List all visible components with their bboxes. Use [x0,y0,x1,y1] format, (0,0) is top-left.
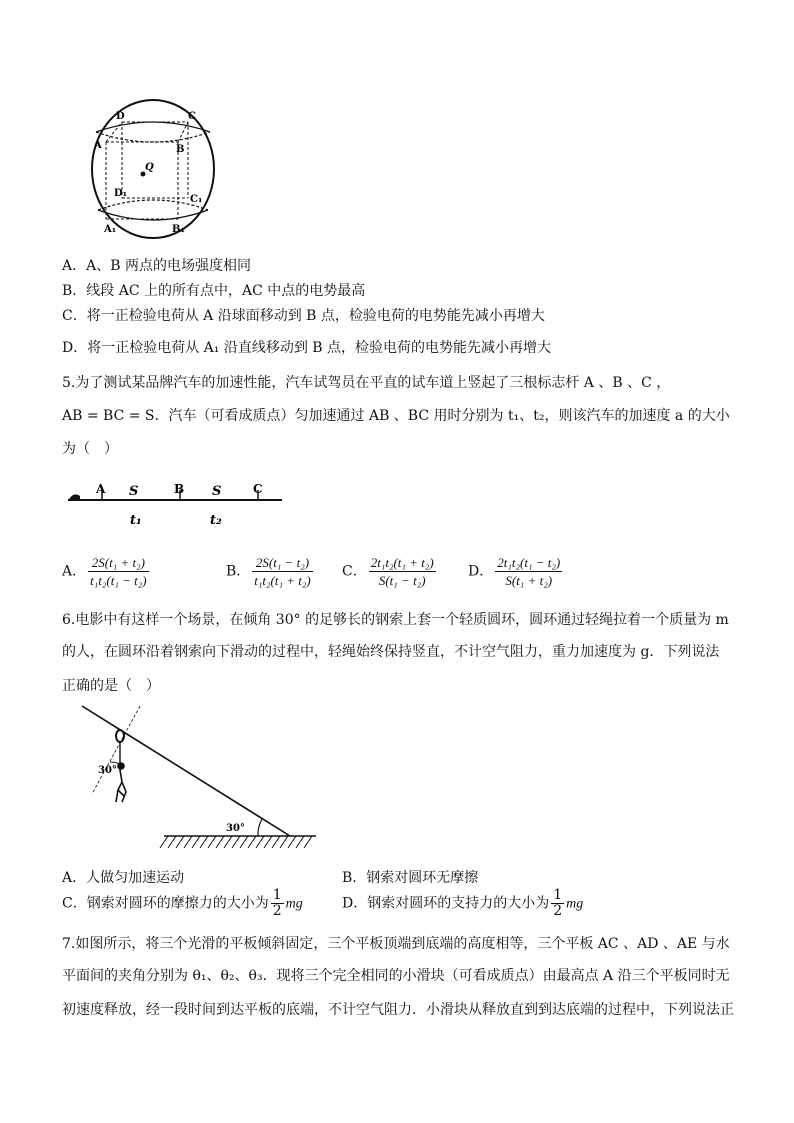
q7-stem-line1: 7.如图所示，将三个光滑的平板倾斜固定，三个平板顶端到底端的高度相等，三个平板 AC 、AD 、AE 与水 [62,936,730,952]
car-icon [69,494,80,499]
label-b: B [176,144,185,155]
q5-option-d: D． $\frac{\text{2t₁t₂(t₁ − t₂)}}{\text{S(t₁ + t₂)}}$ [468,555,561,588]
track-label-a: A [96,482,106,496]
q6-stem-line2: 的人，在圆环沿着钢索向下滑动的过程中，轻绳始终保持竖直，不计空气阻力，重力加速度为 g．下列说法 [62,644,720,660]
ring-icon [116,730,124,742]
label-c1: C₁ [190,194,203,205]
q5-option-b: B． $\frac{\text{2S(t₁ − t₂)}}{\text{t₁t₂(t₁ + t₂)}}$ [226,555,311,588]
q5-c-den: S(t₁ − t₂) [378,573,426,588]
q5-d-den: S(t₁ + t₂) [505,573,553,588]
q6-stem-line3: 正确的是（ ） [62,678,160,694]
q6-option-a: A．人做匀加速运动 [62,870,185,886]
q6-option-d: D．钢索对圆环的支持力的大小为 $\frac{1}{2}$ mg [342,887,584,919]
track-label-s1: S [129,484,139,499]
track-label-s2: S [212,484,222,499]
q5-a-den: t₁t₂(t₁ − t₂) [90,573,147,588]
label-a: A [94,140,102,151]
track-figure [66,478,286,534]
cable-figure [80,702,320,854]
label-q: Q [145,162,154,173]
label-b1: B₁ [172,224,185,235]
q4-option-d: D．将一正检验电荷从 A₁ 沿直线移动到 B 点，检验电荷的电势能先减小再增大 [62,340,552,356]
track-label-b: B [174,482,185,496]
q4-option-a: A．A、B 两点的电场强度相同 [62,258,251,274]
q5-option-a: A． $\frac{\text{2S(t₁ + t₂)}}{\text{t₁t₂(t₁ − t₂)}}$ [62,555,147,588]
q6-stem-line1: 6.电影中有这样一个场景，在倾角 30° 的足够长的钢索上套一个轻质圆环，圆环通过轻绳拉着一个质量为 m [62,612,729,628]
q5-stem-line2: AB = BC = S．汽车（可看成质点）匀加速通过 AB 、BC 用时分别为 t₁、t₂，则该汽车的加速度 a 的大小 [62,408,730,424]
q7-stem-line3: 初速度释放，经一段时间到达平板的底端，不计空气阻力．小滑块从释放直到到达底端的过程中，下列说法正 [62,1002,734,1018]
track-label-t2: t₂ [210,513,222,528]
q7-stem-line2: 平面间的夹角分别为 θ₁、θ₂、θ₃．现将三个完全相同的小滑块（可看成质点）由最高点 A 沿三个平板同时无 [62,968,730,984]
q5-option-c: C． $\frac{\text{2t₁t₂(t₁ + t₂)}}{\text{S(t₁ − t₂)}}$ [342,555,434,588]
person-icon [116,763,126,802]
angle-label-bottom: 30° [226,823,245,834]
q5-stem-line3: 为（ ） [62,441,118,457]
q5-b-den: t₁t₂(t₁ + t₂) [254,573,311,588]
q5-c-num: 2t₁t₂(t₁ + t₂) [370,555,434,570]
angle-label-top: 30° [98,765,117,776]
track-label-c: C [253,482,263,496]
label-d: D [116,111,125,122]
q5-b-num: 2S(t₁ − t₂) [252,554,312,572]
label-c: C [188,111,196,122]
q5-d-num: 2t₁t₂(t₁ − t₂) [497,555,561,570]
sphere-figure [88,92,218,242]
q4-option-b: B．线段 AC 上的所有点中，AC 中点的电势最高 [62,283,366,299]
q5-a-num: 2S(t₁ + t₂) [88,554,148,572]
label-d1: D₁ [114,188,128,199]
q6-option-b: B．钢索对圆环无摩擦 [342,870,479,886]
q6-option-c: C．钢索对圆环的摩擦力的大小为 $\frac{1}{2}$ mg [62,887,303,919]
label-a1: A₁ [104,224,117,235]
q5-stem-line1: 5.为了测试某品牌汽车的加速性能，汽车试驾员在平直的试车道上竖起了三根标志杆 A 、B 、C ， [62,375,671,391]
track-label-t1: t₁ [130,513,142,528]
q4-option-c: C．将一正检验电荷从 A 沿球面移动到 B 点，检验电荷的电势能先减小再增大 [62,308,545,324]
